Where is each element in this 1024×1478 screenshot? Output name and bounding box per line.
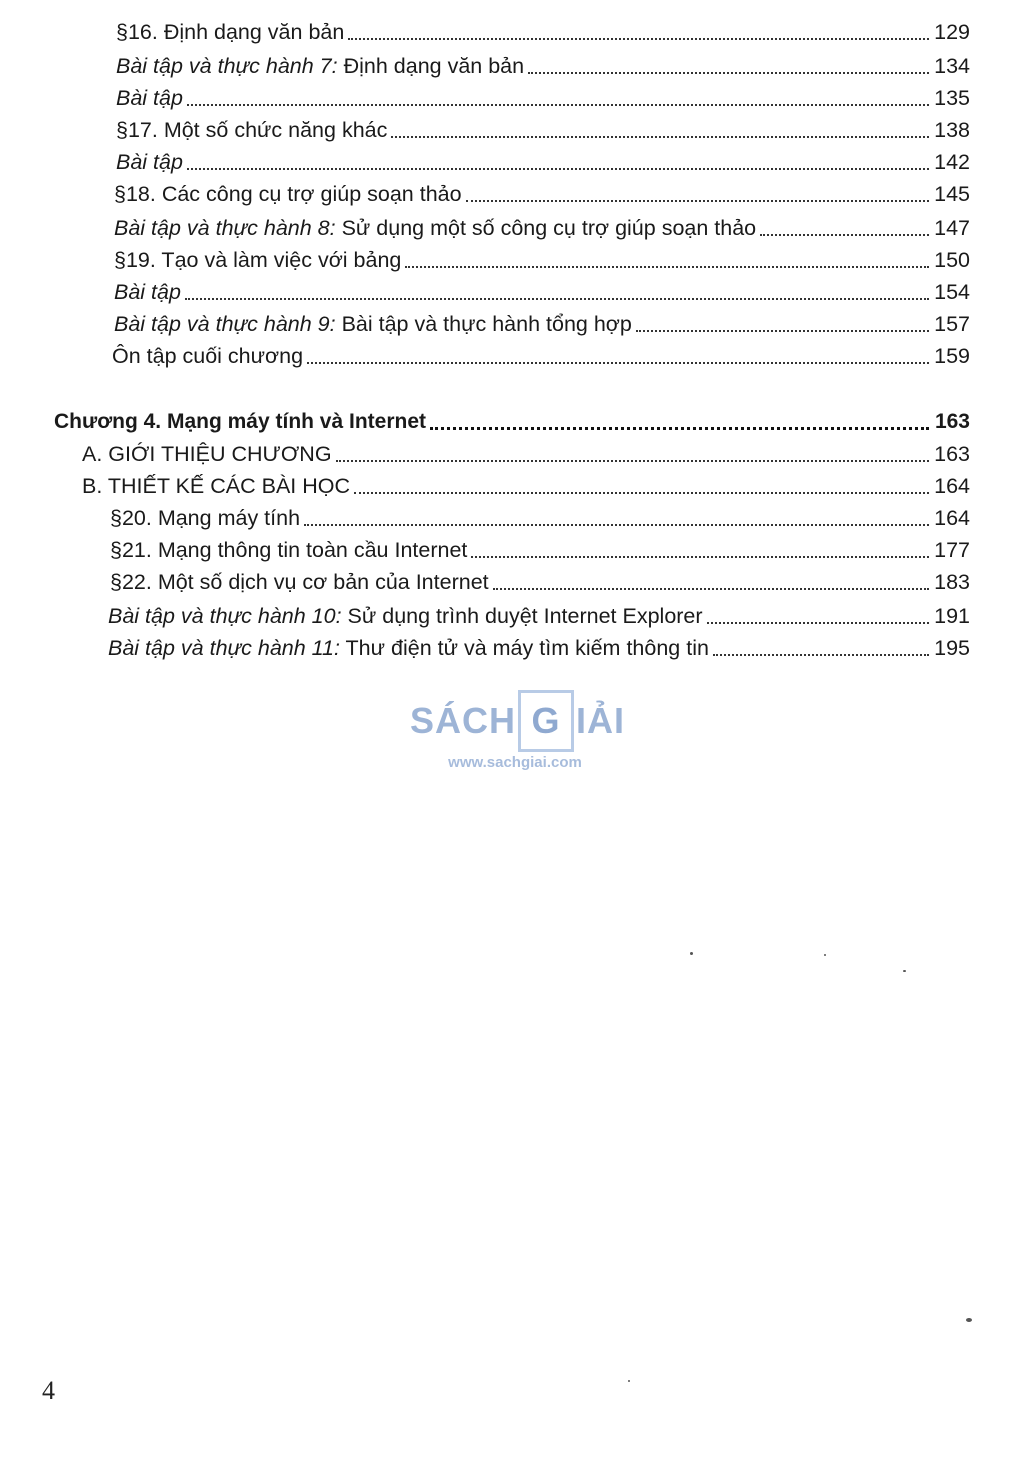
toc-entry: Bài tập 154 [114, 280, 970, 304]
page-ref: 159 [934, 344, 970, 368]
toc-entry: Bài tập và thực hành 9: Bài tập và thực hành tổng hợp 157 [114, 312, 970, 336]
dot-leader [528, 71, 929, 74]
toc-entry: §18. Các công cụ trợ giúp soạn thảo 145 [114, 182, 970, 206]
page-ref: 163 [934, 410, 970, 433]
page-ref: 154 [934, 280, 970, 304]
dot-leader [185, 297, 929, 300]
page-ref: 129 [934, 20, 970, 44]
page-ref: 142 [934, 150, 970, 174]
toc-entry: §22. Một số dịch vụ cơ bản của Internet 183 [110, 570, 970, 594]
page-ref: 183 [934, 570, 970, 594]
toc-entry: §16. Định dạng văn bản 129 [116, 20, 970, 44]
toc-entry: Ôn tập cuối chương 159 [112, 344, 970, 368]
page-ref: 138 [934, 118, 970, 142]
scan-speck [628, 1380, 630, 1382]
dot-leader [336, 459, 929, 462]
dot-leader [760, 233, 929, 236]
toc-entry: Bài tập 135 [116, 86, 970, 110]
dot-leader [707, 621, 929, 624]
dot-leader [405, 265, 929, 268]
dot-leader [713, 653, 929, 656]
scan-speck [824, 954, 826, 956]
dot-leader [636, 329, 929, 332]
dot-leader [187, 103, 929, 106]
watermark-url: www.sachgiai.com [448, 754, 582, 771]
scan-speck [903, 970, 906, 972]
toc-entry: Bài tập và thực hành 8: Sử dụng một số công cụ trợ giúp soạn thảo 147 [114, 216, 970, 240]
scan-speck [966, 1318, 972, 1322]
page-ref: 177 [934, 538, 970, 562]
page-ref: 191 [934, 604, 970, 628]
page-ref: 134 [934, 54, 970, 78]
page-ref: 135 [934, 86, 970, 110]
dot-leader [187, 167, 929, 170]
toc-entry: §17. Một số chức năng khác 138 [116, 118, 970, 142]
toc-entry: §21. Mạng thông tin toàn cầu Internet 177 [110, 538, 970, 562]
chapter-heading: Chương 4. Mạng máy tính và Internet 163 [54, 408, 970, 436]
dot-leader [354, 491, 929, 494]
dot-leader [493, 587, 929, 590]
toc-entry: §20. Mạng máy tính 164 [110, 506, 970, 530]
dot-leader [471, 555, 929, 558]
page-ref: 157 [934, 312, 970, 336]
dot-leader [348, 37, 929, 40]
dot-leader [304, 523, 929, 526]
toc-entry: §19. Tạo và làm việc với bảng 150 [114, 248, 970, 272]
watermark-logo: SÁCH G IẢI www.sachgiai.com [410, 690, 620, 771]
page-ref: 145 [934, 182, 970, 206]
page-ref: 147 [934, 216, 970, 240]
page-number: 4 [42, 1376, 55, 1405]
toc-entry: B. THIẾT KẾ CÁC BÀI HỌC 164 [82, 474, 970, 498]
dot-leader [307, 361, 929, 364]
toc-entry: Bài tập và thực hành 7: Định dạng văn bản 134 [116, 54, 970, 78]
page-ref: 163 [934, 442, 970, 466]
toc-entry: Bài tập 142 [116, 150, 970, 174]
logo-box-icon: G [518, 690, 574, 752]
page-ref: 164 [934, 474, 970, 498]
toc-entry: Bài tập và thực hành 10: Sử dụng trình duyệt Internet Explorer 191 [108, 604, 970, 628]
dot-leader [430, 426, 929, 430]
toc-entry: A. GIỚI THIỆU CHƯƠNG 163 [82, 442, 970, 466]
scan-speck [690, 952, 693, 955]
toc-entry: Bài tập và thực hành 11: Thư điện tử và máy tìm kiếm thông tin 195 [108, 636, 970, 660]
dot-leader [466, 199, 929, 202]
page-ref: 164 [934, 506, 970, 530]
dot-leader [391, 135, 929, 138]
page-ref: 195 [934, 636, 970, 660]
page-ref: 150 [934, 248, 970, 272]
